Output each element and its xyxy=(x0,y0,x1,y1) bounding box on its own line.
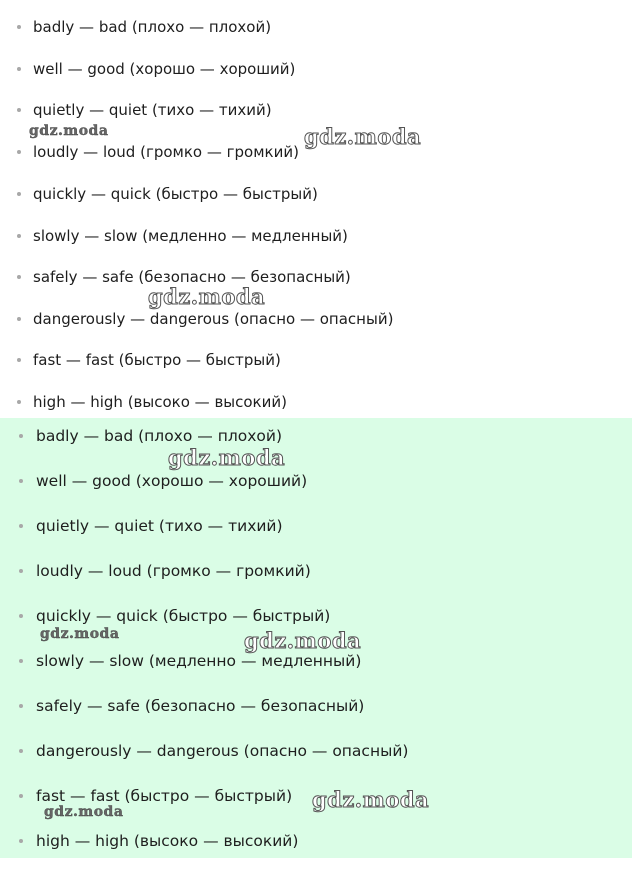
bullet-icon xyxy=(17,400,21,404)
list-item-text: dangerously — dangerous (опасно — опасный) xyxy=(33,310,394,328)
watermark: gdz.moda xyxy=(244,628,362,653)
watermark: gdz.moda xyxy=(312,787,430,812)
watermark: gdz.moda xyxy=(148,284,266,309)
watermark: gdz.moda xyxy=(304,124,422,149)
bullet-icon xyxy=(17,67,21,71)
list-item-text: well — good (хорошо — хороший) xyxy=(33,60,296,78)
bullet-icon xyxy=(17,317,21,321)
bullet-icon xyxy=(19,839,23,843)
bullet-icon xyxy=(19,704,23,708)
bullet-icon xyxy=(17,192,21,196)
list-item-text: fast — fast (быстро — быстрый) xyxy=(33,351,281,369)
bullet-icon xyxy=(19,659,23,663)
bullet-icon xyxy=(19,749,23,753)
list-item-text: dangerously — dangerous (опасно — опасный) xyxy=(36,742,409,760)
highlighted-answer-block xyxy=(0,418,632,858)
list-item-text: safely — safe (безопасно — безопасный) xyxy=(36,697,365,715)
bullet-icon xyxy=(19,434,23,438)
list-item-text: badly — bad (плохо — плохой) xyxy=(36,427,282,445)
top-word-list xyxy=(0,0,632,418)
watermark: gdz.moda xyxy=(29,123,109,139)
bullet-icon xyxy=(17,275,21,279)
list-item-text: quietly — quiet (тихо — тихий) xyxy=(36,517,283,535)
bullet-icon xyxy=(19,479,23,483)
list-item-text: slowly — slow (медленно — медленный) xyxy=(33,227,348,245)
list-item-text: high — high (высоко — высокий) xyxy=(36,832,299,850)
watermark: gdz.moda xyxy=(44,804,124,820)
bullet-icon xyxy=(17,108,21,112)
bullet-icon xyxy=(19,614,23,618)
list-item-text: quietly — quiet (тихо — тихий) xyxy=(33,101,272,119)
list-item-text: safely — safe (безопасно — безопасный) xyxy=(33,268,351,286)
list-item-text: slowly — slow (медленно — медленный) xyxy=(36,652,362,670)
list-item-text: high — high (высоко — высокий) xyxy=(33,393,287,411)
bullet-icon xyxy=(17,234,21,238)
list-item-text: loudly — loud (громко — громкий) xyxy=(33,143,299,161)
list-item-text: quickly — quick (быстро — быстрый) xyxy=(33,185,318,203)
list-item-text: quickly — quick (быстро — быстрый) xyxy=(36,607,331,625)
bullet-icon xyxy=(17,358,21,362)
list-item-text: badly — bad (плохо — плохой) xyxy=(33,18,272,36)
bullet-icon xyxy=(17,25,21,29)
bullet-icon xyxy=(19,524,23,528)
list-item-text: fast — fast (быстро — быстрый) xyxy=(36,787,293,805)
bottom-word-list xyxy=(0,418,632,858)
list-item-text: well — good (хорошо — хороший) xyxy=(36,472,308,490)
list-item-text: loudly — loud (громко — громкий) xyxy=(36,562,311,580)
watermark: gdz.moda xyxy=(168,445,286,470)
bullet-icon xyxy=(19,794,23,798)
watermark: gdz.moda xyxy=(40,626,120,642)
bullet-icon xyxy=(19,569,23,573)
bullet-icon xyxy=(17,150,21,154)
